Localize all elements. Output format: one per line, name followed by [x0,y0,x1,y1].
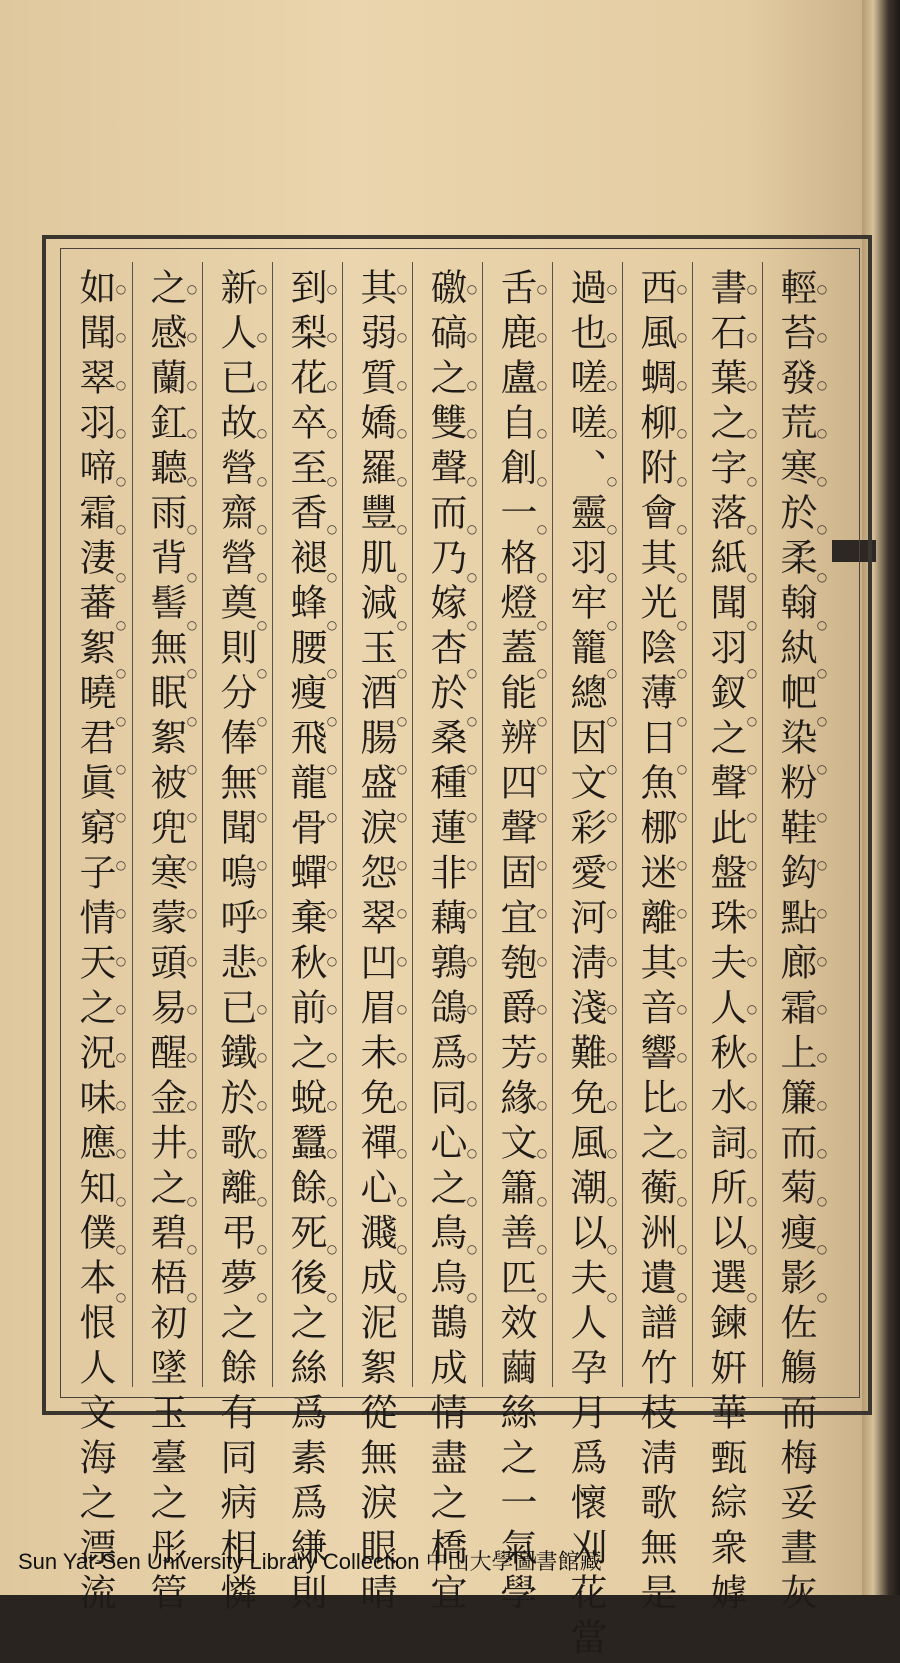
text-column-11 [62,262,130,1618]
text-column-3 [622,262,690,1618]
text-column-5 [482,262,550,1618]
column-text: 礉碻之雙聲而乃嫁杏於桑種蓮非藕鶉鴿爲同心之鳥烏鵲成情盡之橋宜 [424,268,467,1618]
punctuation-marks: ○○○○○○○○○○○○○○○○○○○○○○ [395,282,409,1338]
column-text: 書石葉之字落紙聞羽釵之聲此盤珠夫人秋水詞所以選鍊姸華甄綜衆嫭 [704,268,747,1618]
text-column-8 [272,262,340,1618]
column-text: 舌鹿盧自創一格燈蓋能辨四聲固宜匏爵芳緣文簫善匹效繭絲之一氣學 [494,268,537,1618]
column-text: 到梨花卒至香褪蜂腰瘦飛龍骨蟬棄秋前之蛻蠶餘死後之絲爲素爲縑則 [284,268,327,1618]
punctuation-marks: ○○○○○○○○○○○○○○○○○○○○○○ [325,282,339,1338]
text-column-9 [202,262,270,1618]
column-text: 過也嗟嗟、靈羽牢籠總因文彩愛河淸淺難免風潮以夫人孕月爲懷刈花當 [564,268,607,1663]
punctuation-marks: ○○○○○○○○○○○○○○○○○○○○○○ [605,282,619,1338]
text-column-10 [132,262,200,1618]
text-column-4 [552,262,620,1663]
column-text: 輕苔發荒寒於柔翰紈帊染粉鞋鈎點廊霜上簾而菊瘦影佐觴而梅妥晝灰 [774,268,817,1618]
column-text: 西風蜩柳附會其光陰薄日魚梛迷離其音響比之蘅洲遺譜竹枝淸歌無是 [634,268,677,1618]
punctuation-marks: ○○○○○○○○○○○○○○○○○○○○○○ [675,282,689,1338]
text-column-1 [762,262,830,1618]
punctuation-marks: ○○○○○○○○○○○○○○○○○○○○○○ [465,282,479,1338]
column-text: 其弱質嬌羅豐肌減玉酒腸盛淚怨翠凹眉未免禪心濺成泥絮從無淚眼晴 [354,268,397,1618]
column-text: 如聞翠羽啼霜淒蕃絮曉君眞窮子情天之況味應知僕本恨人文海之漂流 [73,268,116,1618]
punctuation-marks: ○○○○○○○○○○○○○○○○○○○○○○ [815,282,829,1338]
punctuation-marks: ○○○○○○○○○○○○○○○○○○○○○○ [535,282,549,1338]
text-column-6 [412,262,480,1618]
punctuation-marks: ○○○○○○○○○○○○○○○○○○○○○○ [255,282,269,1338]
punctuation-marks: ○○○○○○○○○○○○○○○○○○○○○○ [745,282,759,1338]
punctuation-marks: ○○○○○○○○○○○○○○○○○○○○○○ [114,282,128,1338]
library-caption: Sun Yat-Sen University Library Collection 中山大學圖書館藏 [18,1549,602,1574]
text-column-7 [342,262,410,1618]
column-text: 新人已故營齋營奠則分俸無聞嗚呼悲已鐵於歌離弔夢之餘有同病相憐 [214,268,257,1618]
punctuation-marks: ○○○○○○○○○○○○○○○○○○○○○○ [185,282,199,1338]
text-column-2 [692,262,760,1618]
column-text: 之感蘭釭聽雨背髻無眠絮被兜寒蒙頭易醒金井之碧梧初墜玉臺之彤管 [144,268,187,1618]
